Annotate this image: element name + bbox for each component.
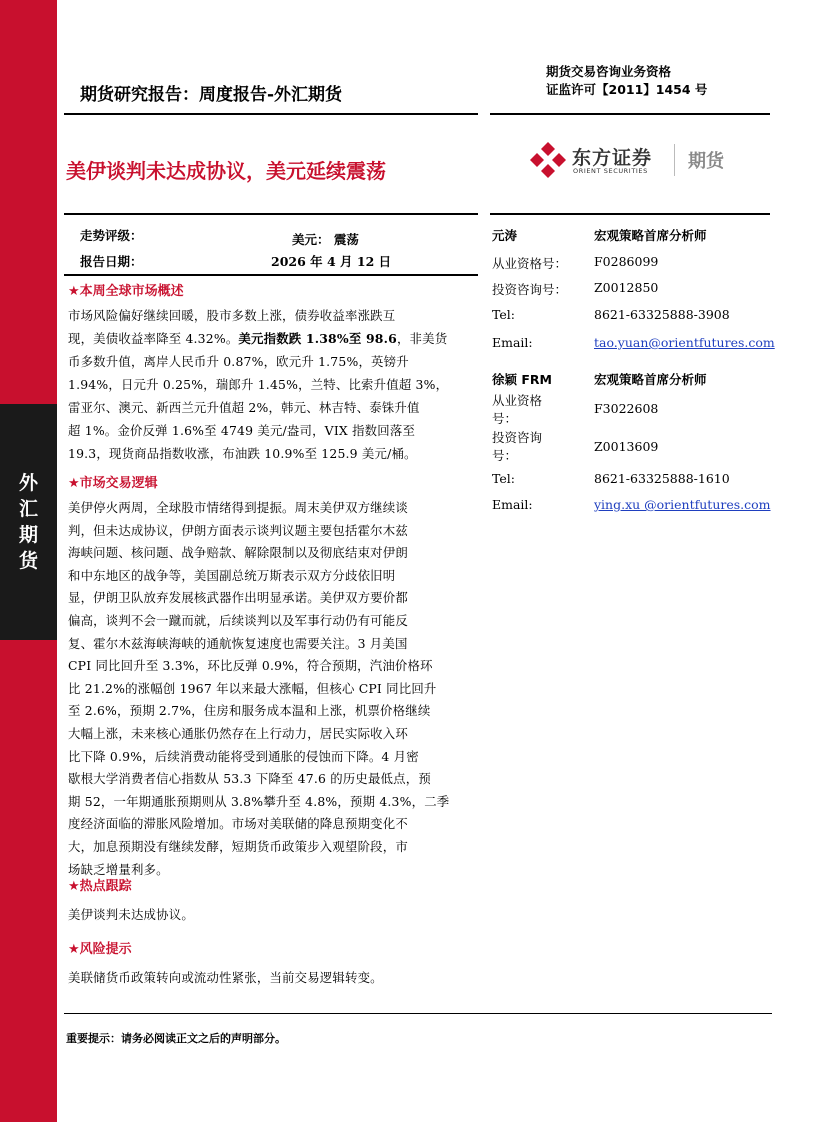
text-line: 币多数升值，离岸人民币升 0.87%，欧元升 1.75%，英镑升	[68, 354, 409, 369]
text-line: 和中东地区的战争等，美国副总统万斯表示双方分歧依旧明	[68, 567, 396, 583]
analyst-tel-value: 8621-63325888-1610	[594, 471, 730, 486]
report-type: 期货研究报告：周度报告-外汇期货	[80, 85, 343, 105]
text-line: 复、霍尔木兹海峡海峡的通航恢复速度也需要关注。3 月美国	[68, 635, 408, 651]
text-line: 大幅上涨，未来核心通胀仍然存在上行动力，居民实际收入环	[68, 725, 408, 741]
meta-divider-top-left	[64, 213, 478, 215]
analyst-name: 徐颖 FRM	[492, 372, 552, 387]
text-line: 1.94%，日元升 0.25%，瑞郎升 1.45%，兰特、比索升值超 3%，	[68, 377, 449, 392]
section-title-logic: ★市场交易逻辑	[68, 476, 158, 491]
section-body-overview	[68, 304, 472, 465]
section-title-hotspot: ★热点跟踪	[68, 879, 132, 894]
orient-logo-icon	[528, 140, 568, 180]
analyst-consult-label: 投资咨询号：	[492, 430, 543, 463]
logo-division: 期货	[688, 151, 724, 172]
section-body-logic	[68, 497, 472, 881]
section-body-hotspot	[68, 903, 472, 926]
sidebar-tab-char: 期	[18, 524, 38, 546]
analyst-license-value: F3022608	[594, 401, 659, 416]
analyst-role: 宏观策略首席分析师	[594, 372, 707, 387]
highlight-usd-index: 美元指数跌 1.38%至 98.6	[238, 331, 397, 346]
analyst-role: 宏观策略首席分析师	[594, 228, 707, 243]
report-date: 2026 年 4 月 12 日	[271, 254, 392, 269]
header-divider-right	[490, 113, 770, 115]
analyst-license-label: 从业资格号：	[492, 256, 568, 271]
text-line: 海峡问题、核问题、战争赔款、解除限制以及彻底结束对伊朗	[68, 545, 408, 561]
analyst-email-label: Email:	[492, 335, 533, 350]
text-line: 至 2.6%，预期 2.7%，住房和服务成本温和上涨，机票价格继续	[68, 703, 431, 719]
analyst-email-link[interactable]: ying.xu @orientfutures.com	[594, 497, 771, 512]
meta-divider-bottom	[64, 274, 478, 276]
text-line: 期 52，一年期通胀预期则从 3.8%攀升至 4.8%，预期 4.3%，二季	[68, 793, 450, 809]
text-line: 判，但未达成协议，伊朗方面表示谈判议题主要包括霍尔木兹	[68, 522, 408, 538]
sidebar-tab-char: 外	[18, 472, 38, 494]
analyst-license-value: F0286099	[594, 254, 659, 269]
company-logo	[528, 140, 738, 180]
text-line: 19.3，现货商品指数收涨，布油跌 10.9%至 125.9 美元/桶。	[68, 446, 417, 461]
rating-value: 美元： 震荡	[292, 232, 359, 247]
logo-company-cn: 东方证券	[572, 147, 653, 169]
footer-notice: 重要提示：请务必阅读正文之后的声明部分。	[66, 1032, 286, 1045]
text-line: 美联储货币政策转向或流动性紧张，当前交易逻辑转变。	[68, 970, 383, 985]
sidebar-tab-char: 货	[18, 550, 38, 572]
header-divider-left	[64, 113, 478, 115]
sidebar-category-tab	[0, 404, 57, 640]
rating-label: 走势评级：	[80, 228, 143, 243]
text-line: 偏高，谈判不会一蹴而就，后续谈判以及军事行动仍有可能反	[68, 612, 408, 628]
analyst-license-label: 从业资格号：	[492, 393, 543, 426]
text-line: 比 21.2%的涨幅创 1967 年以来最大涨幅，但核心 CPI 同比回升	[68, 680, 437, 696]
analyst-email-label: Email:	[492, 497, 533, 512]
text-line: 美伊谈判未达成协议。	[68, 907, 194, 922]
analyst-consult-label: 投资咨询号：	[492, 282, 568, 297]
qualification-line-2: 证监许可【2011】1454 号	[546, 82, 708, 97]
report-title: 美伊谈判未达成协议，美元延续震荡	[66, 159, 386, 183]
analyst-consult-value: Z0012850	[594, 280, 659, 295]
text-line: 现，美债收益率降至 4.32%。美元指数跌 1.38%至 98.6，非美货	[68, 331, 448, 346]
logo-company-en: ORIENT SECURITIES	[573, 167, 648, 175]
analyst-email-link[interactable]: tao.yuan@orientfutures.com	[594, 335, 775, 350]
text-line: 度经济面临的滞胀风险增加。市场对美联储的降息预期变化不	[68, 816, 408, 832]
section-title-risk: ★风险提示	[68, 942, 132, 957]
analyst-tel-label: Tel:	[492, 307, 515, 322]
section-body-risk	[68, 966, 472, 989]
text-line: 显，伊朗卫队放弃发展核武器作出明显承诺。美伊双方要价都	[68, 590, 408, 606]
text-line: 雷亚尔、澳元、新西兰元升值超 2%，韩元、林吉特、泰铢升值	[68, 400, 420, 415]
text-line: 市场风险偏好继续回暖，股市多数上涨，债券收益率涨跌互	[68, 308, 396, 323]
text-line: 场缺乏增量利多。	[68, 861, 169, 877]
text-line: CPI 同比回升至 3.3%，环比反弹 0.9%，符合预期，汽油价格环	[68, 658, 433, 674]
text-line: 大，加息预期没有继续发酵，短期货币政策步入观望阶段，市	[68, 838, 408, 854]
section-title-overview: ★本周全球市场概述	[68, 284, 184, 299]
text-line: 美伊停火两周，全球股市情绪得到提振。周末美伊双方继续谈	[68, 500, 408, 515]
text-line: 超 1%。金价反弹 1.6%至 4749 美元/盎司，VIX 指数回落至	[68, 423, 416, 438]
analyst-tel-label: Tel:	[492, 471, 515, 486]
date-label: 报告日期：	[80, 254, 143, 269]
meta-divider-top-right	[490, 213, 770, 215]
footer-divider	[64, 1013, 772, 1014]
analyst-name: 元涛	[492, 228, 518, 243]
analyst-consult-value: Z0013609	[594, 439, 659, 454]
text-line: 歇根大学消费者信心指数从 53.3 下降至 47.6 的历史最低点，预	[68, 771, 431, 787]
logo-divider	[674, 144, 675, 176]
analyst-tel-value: 8621-63325888-3908	[594, 307, 730, 322]
text-line: 比下降 0.9%，后续消费动能将受到通胀的侵蚀而下降。4 月密	[68, 748, 419, 764]
sidebar-tab-char: 汇	[18, 498, 38, 520]
qualification-line-1: 期货交易咨询业务资格	[546, 64, 672, 79]
